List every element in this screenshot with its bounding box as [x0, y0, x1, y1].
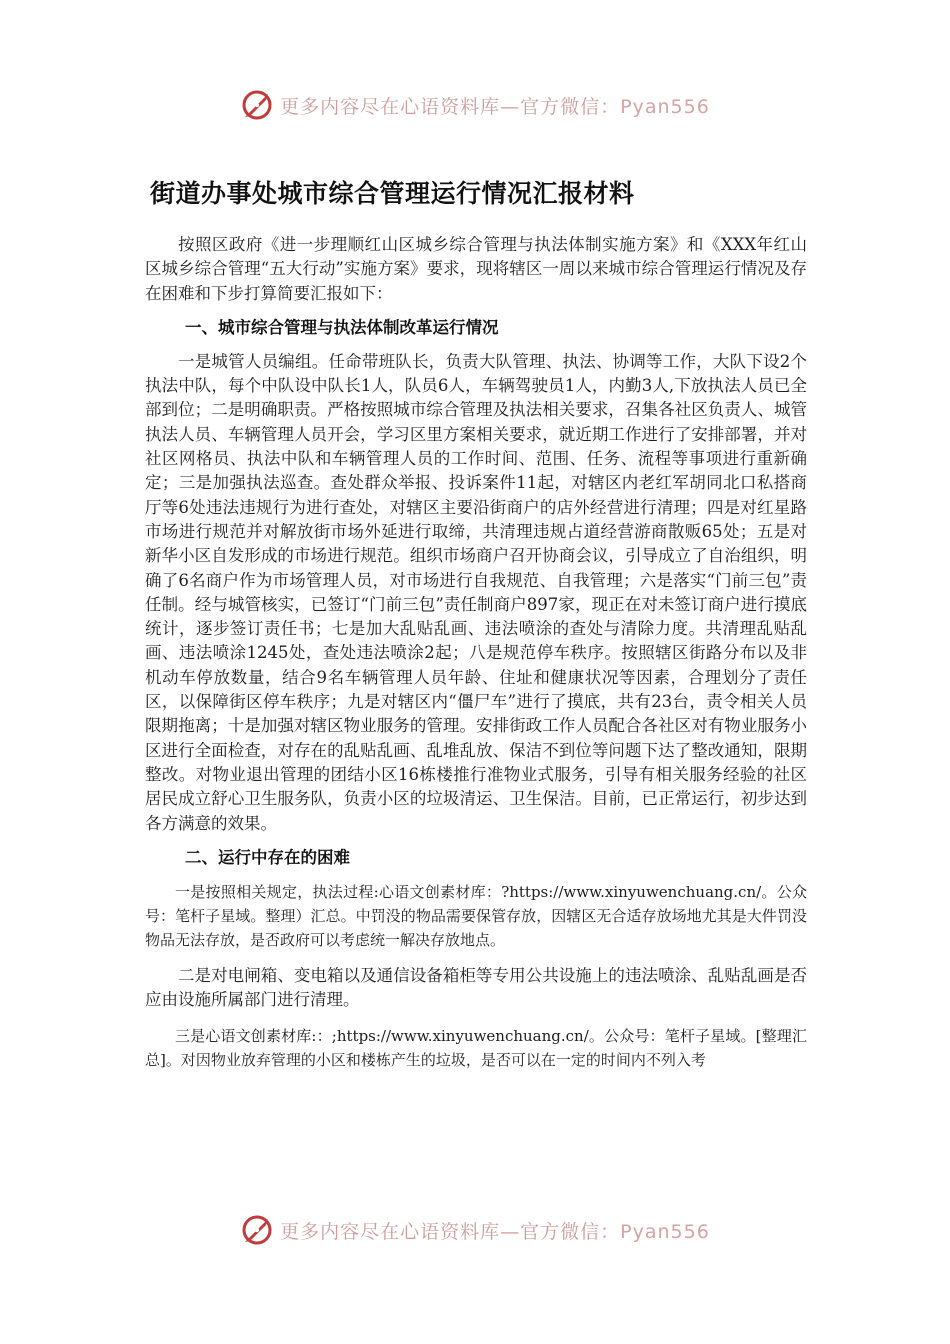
section-1-heading: 一、城市综合管理与执法体制改革运行情况 [185, 317, 499, 337]
section-1-body: 一是城管人员编组。任命带班队长，负责大队管理、执法、协调等工作，大队下设2个执法中队，每个中队设中队长1人，队员6人，车辆驾驶员1人，内勤3人,下放执法人员已全部到位；二是明确职责。严格按照城市综合管理及执法相关要求，召集各社区负责人、城管执法人员、车辆管理人员开会，学习区里方案相关要求，就近期工作进行了安排部署，并对社区网格员、执法中队和车辆管理人员的工作时间、范围、任务、流程等事项进行重新确定；三是加强执法巡查。查处群众举报、投诉案件11起，对辖区内老红军胡同北口私搭商厅等6处违法违规行为进行查处，对辖区主要沿街商户的店外经营进行清理；四是对红星路市场进行规范并对解放街市场外延进行取缔，共清理违规占道经营游商散贩65处；五是对新华小区自发形成的市场进行规范。组织市场商户召开协商会议，引导成立了自治组织，明确了6名商户作为市场管理人员，对市场进行自我规范、自我管理；六是落实“门前三包”责任制。经与城管核实，已签订“门前三包”责任制商户897家，现正在对未签订商户进行摸底统计，逐步签订责任书；七是加大乱贴乱画、违法喷涂的查处与清除力度。共清理乱贴乱画、违法喷涂1245处，查处违法喷涂2起；八是规范停车秩序。按照辖区街路分布以及非机动车停放数量，结合9名车辆管理人员年龄、住址和健康状况等因素，合理划分了责任区，以保障街区停车秩序；九是对辖区内“僵尸车”进行了摸底，共有23台，责令相关人员限期拖离；十是加强对辖区物业服务的管理。安排街政工作人员配合各社区对有物业服务小区进行全面检查，对存在的乱贴乱画、乱堆乱放、保洁不到位等问题下达了整改通知，限期整改。对物业退出管理的团结小区16栋楼推行准物业式服务，引导有相关服务经验的社区居民成立舒心卫生服务队，负责小区的垃圾清运、卫生保洁。目前，已正常运行，初步达到各方满意的效果。 [145, 351, 807, 833]
document-title: 街道办事处城市综合管理运行情况汇报材料 [150, 179, 635, 208]
banner-text: 更多内容尽在心语资料库—官方微信：Pyan556 [280, 1220, 710, 1243]
pen-nib-logo-icon [240, 1213, 274, 1247]
banner-text: 更多内容尽在心语资料库—官方微信：Pyan556 [280, 95, 710, 118]
section-2-paragraph-2: 二是对电闸箱、变电箱以及通信设备箱柜等专用公共设施上的违法喷涂、乱贴乱画是否应由设施所属部门进行清理。 [145, 965, 807, 1010]
section-2-paragraph-3: 三是心语文创素材库:：;https://www.xinyuwenchuang.cn/。公众号：笔杆子星域。[整理汇总]。对因物业放弃管理的小区和楼栋产生的垃圾，是否可以在一定的时间内不列入考 [145, 1027, 807, 1070]
footer-banner [0, 1210, 950, 1250]
document-body [145, 233, 807, 1072]
section-2-heading: 二、运行中存在的困难 [185, 847, 350, 867]
section-2-paragraph-1: 一是按照相关规定，执法过程:心语文创素材库：?https://www.xinyuwenchuang.cn/。公众号：笔杆子星域。整理）汇总。中罚没的物品需要保管存放，因辖区无合适存放场地尤其是大件罚没物品无法存放，是否政府可以考虑统一解决存放地点。 [145, 882, 807, 949]
pen-nib-logo-icon [240, 88, 274, 122]
intro-paragraph: 按照区政府《进一步理顺红山区城乡综合管理与执法体制实施方案》和《XXX年红山区城乡综合管理“五大行动”实施方案》要求，现将辖区一周以来城市综合管理运行情况及存在困难和下步打算简要汇报如下： [145, 235, 807, 303]
header-banner [0, 85, 950, 125]
